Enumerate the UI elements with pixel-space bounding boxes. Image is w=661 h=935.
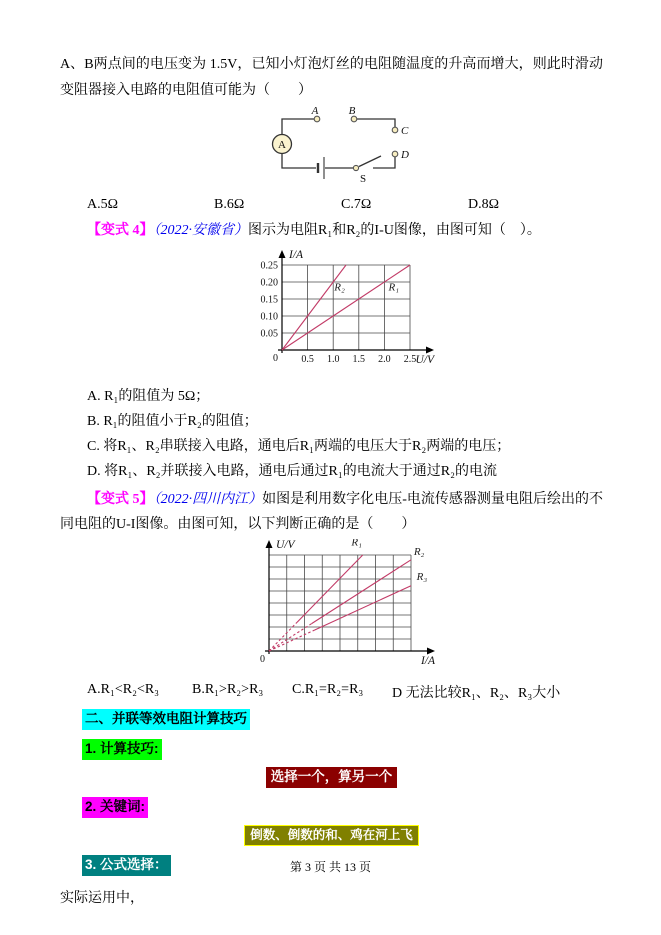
- option-a: A.5Ω: [87, 196, 119, 212]
- terminal-c-label: C: [400, 124, 408, 137]
- option-c: C.7Ω: [341, 196, 372, 212]
- variation4-heading: [60, 218, 603, 243]
- tip2-label: 2. 关键词:: [82, 797, 148, 818]
- variation5-options: [87, 682, 603, 702]
- svg-text:U/V: U/V: [276, 539, 295, 552]
- circuit-figure: [60, 106, 603, 193]
- svg-text:R₂: R₂: [333, 281, 345, 294]
- page-footer: 第 3 页 共 13 页: [289, 860, 371, 874]
- tip3-label: 3. 公式选择：: [82, 855, 171, 876]
- trailing-text: 实际运用中，: [60, 891, 144, 907]
- section2-title: 二、并联等效电阻计算技巧: [82, 709, 250, 730]
- tip2-label-row: [82, 797, 603, 818]
- tip1-content-row: [60, 767, 603, 788]
- problem1-options: [87, 197, 603, 213]
- variation5-tag: 【变式 5】: [87, 491, 154, 507]
- svg-text:I/A: I/A: [420, 655, 435, 668]
- wires: [282, 119, 395, 168]
- tip1-label: 1. 计算技巧:: [82, 739, 162, 760]
- terminal-a-label: A: [311, 105, 318, 117]
- variation5-heading: [60, 487, 603, 537]
- option-c: C. 将R₁、R₂串联接入电路，通电后R₁两端的电压大于R₂两端的电压；: [87, 438, 511, 454]
- variation5-question: 如图是利用数字化电压-电流传感器测量电阻后绘出的不同电阻的U-I图像。由图可知，以下判断正确的是（ ）: [60, 491, 603, 533]
- iu-graph: [249, 245, 435, 377]
- variation5-source: （2022·四川内江）: [153, 491, 263, 507]
- section2-title-row: [82, 709, 603, 730]
- battery-icon: [318, 157, 324, 179]
- variation4-options: [87, 387, 603, 482]
- ammeter-label: A: [277, 138, 286, 151]
- option-d: D 无法比较R₁、R₂、R₃大小: [392, 686, 561, 702]
- svg-text:R₁: R₁: [351, 539, 362, 549]
- svg-text:R₁: R₁: [387, 281, 399, 294]
- svg-text:2.0: 2.0: [377, 353, 391, 365]
- tip2-content: 倒数、倒数的和、鸡在河上飞: [244, 825, 419, 847]
- ui-graph-figure: [60, 539, 603, 678]
- option-b: B.6Ω: [214, 196, 245, 212]
- tip1-content: 选择一个，算另一个: [266, 767, 398, 788]
- svg-text:I/A: I/A: [288, 248, 303, 261]
- svg-text:0.15: 0.15: [260, 294, 278, 306]
- terminal-d-label: D: [400, 148, 409, 161]
- option-c: C.R₁=R₂=R₃: [292, 682, 364, 698]
- variation4-question: 图示为电阻R₁和R₂的I-U图像，由图可知（ ）。: [248, 222, 541, 238]
- svg-text:0: 0: [260, 654, 265, 666]
- svg-text:1.0: 1.0: [326, 353, 339, 365]
- option-a: A.R₁<R₂<R₃: [87, 682, 160, 698]
- option-b: B.R₁>R₂>R₃: [192, 682, 264, 698]
- option-d: D.8Ω: [468, 196, 500, 212]
- switch-icon: [353, 156, 381, 185]
- svg-text:0.20: 0.20: [260, 277, 278, 289]
- svg-text:0: 0: [272, 352, 278, 364]
- problem-text: A、B两点间的电压变为 1.5V，已知小灯泡灯丝的电阻随温度的升高而增大，则此时滑动变阻器接入电路的电阻值可能为（ ）: [60, 57, 603, 98]
- terminal-b-label: B: [348, 105, 355, 117]
- option-d: D. 将R₁、R₂并联接入电路，通电后通过R₁的电流大于通过R₂的电流: [87, 463, 497, 479]
- circuit-diagram: [259, 106, 429, 188]
- switch-label: S: [359, 172, 366, 185]
- ammeter-icon: [272, 134, 291, 153]
- ui-graph: [249, 539, 444, 673]
- tip1-label-row: [82, 739, 603, 760]
- svg-text:R₃: R₃: [416, 571, 428, 584]
- iu-graph-figure: [60, 245, 603, 382]
- terminals: [310, 106, 408, 161]
- svg-text:0.5: 0.5: [300, 353, 314, 365]
- variation4-tag: 【变式 4】: [87, 222, 154, 238]
- tip2-content-row: [60, 825, 603, 847]
- option-a: A. R₁的阻值为 5Ω；: [87, 388, 210, 404]
- variation4-source: （2022·安徽省）: [153, 222, 248, 238]
- svg-text:U/V: U/V: [414, 353, 434, 366]
- svg-text:0.05: 0.05: [260, 328, 278, 340]
- option-b: B. R₁的阻值小于R₂的阻值；: [87, 413, 258, 429]
- svg-text:1.5: 1.5: [352, 353, 365, 365]
- svg-text:R₂: R₂: [413, 546, 425, 559]
- svg-text:0.25: 0.25: [260, 260, 278, 272]
- svg-text:2.5: 2.5: [403, 353, 416, 365]
- svg-text:0.10: 0.10: [260, 311, 278, 323]
